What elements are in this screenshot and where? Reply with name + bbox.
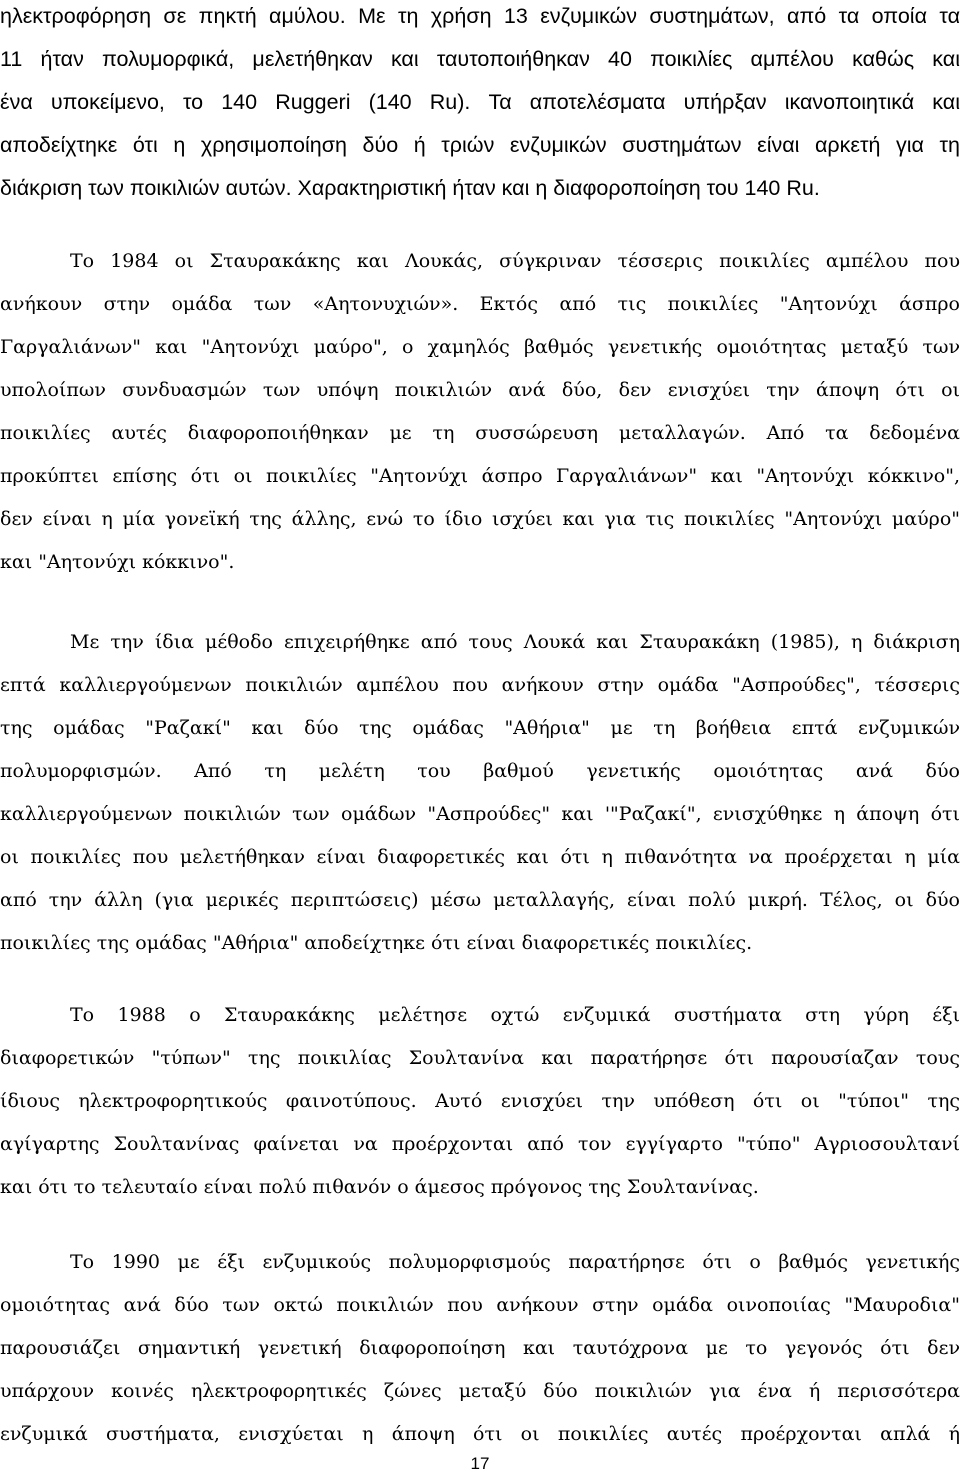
text-line: ηλεκτροφόρηση σε πηκτή αμύλου. Με τη χρήση 13 ενζυμικών συστημάτων, από τα οποία τα: [0, 4, 960, 28]
text-line: δεν είναι η μία γονεϊκή της άλλης, ενώ το ίδιο ισχύει και για τις ποικιλίες "Αητονύχι μαύρο": [0, 508, 960, 530]
text-line: της ομάδας "Ραζακί" και δύο της ομάδας "Αθήρια" με τη βοήθεια επτά ενζυμικών: [0, 717, 960, 739]
paragraph-1990: [0, 1241, 960, 1456]
text-line: Το 1990 με έξι ενζυμικούς πολυμορφισμούς παρατήρησε ότι ο βαθμός γενετικής: [70, 1251, 960, 1273]
text-line: ποικιλίες της ομάδας "Αθήρια" αποδείχτηκε ότι είναι διαφορετικές ποικιλίες.: [0, 932, 753, 954]
text-line: προκύπτει επίσης ότι οι ποικιλίες "Αητονύχι άσπρο Γαργαλιάνων" και "Αητονύχι κόκκινο",: [0, 465, 960, 487]
text-line: πολυμορφισμών. Από τη μελέτη του βαθμού γενετικής ομοιότητας ανά δύο: [0, 760, 960, 782]
text-line: διάκριση των ποικιλιών αυτών. Χαρακτηριστική ήταν και η διαφοροποίηση του 140 Ru.: [0, 176, 820, 200]
text-line: επτά καλλιεργούμενων ποικιλιών αμπέλου που ανήκουν στην ομάδα "Ασπρούδες", τέσσερις: [0, 674, 960, 696]
text-line: 11 ήταν πολυμορφικά, μελετήθηκαν και ταυτοποιήθηκαν 40 ποικιλίες αμπέλου καθώς και: [0, 47, 960, 71]
text-line: υπάρχουν κοινές ηλεκτροφορητικές ζώνες μεταξύ δύο ποικιλιών για ένα ή περισσότερα: [0, 1380, 960, 1402]
text-line: ποικιλίες αυτές διαφοροποιήθηκαν με τη συσσώρευση μεταλλαγών. Από τα δεδομένα: [0, 422, 960, 444]
text-line: Με την ίδια μέθοδο επιχειρήθηκε από τους Λουκά και Σταυρακάκη (1985), η διάκριση: [70, 631, 960, 653]
text-line: ομοιότητας ανά δύο των οκτώ ποικιλιών που ανήκουν στην ομάδα οινοποιίας "Μαυροδια": [0, 1294, 960, 1316]
text-line: αποδείχτηκε ότι η χρησιμοποίηση δύο ή τριών ενζυμικών συστημάτων είναι αρκετή για τη: [0, 133, 960, 157]
text-line: οι ποικιλίες που μελετήθηκαν είναι διαφορετικές και ότι η πιθανότητα να προέρχεται η μία: [0, 846, 960, 868]
text-line: υπολοίπων συνδυασμών των υπόψη ποικιλιών ανά δύο, δεν ενισχύει την άποψη ότι οι: [0, 379, 960, 401]
text-line: διαφορετικών "τύπων" της ποικιλίας Σουλτανίνα και παρατήρησε ότι παρουσίαζαν τους: [0, 1047, 960, 1069]
text-line: αγίγαρτης Σουλτανίνας φαίνεται να προέρχονται από τον εγγίγαρτο "τύπο" Αγριοσουλτανί: [0, 1133, 960, 1155]
text-line: ενζυμικά συστήματα, ενισχύεται η άποψη ότι οι ποικιλίες αυτές προέρχονται απλά ή: [0, 1423, 960, 1445]
paragraph-1984: [0, 240, 960, 584]
text-line: από την άλλη (για μερικές περιπτώσεις) μέσω μεταλλαγής, είναι πολύ μικρή. Τέλος, οι δύο: [0, 889, 960, 911]
text-line: ένα υποκείμενο, το 140 Ruggeri (140 Ru). Τα αποτελέσματα υπήρξαν ικανοποιητικά και: [0, 90, 960, 114]
text-line: Το 1988 ο Σταυρακάκης μελέτησε οχτώ ενζυμικά συστήματα στη γύρη έξι: [70, 1004, 960, 1026]
paragraph-1985: [0, 621, 960, 965]
text-line: Το 1984 οι Σταυρακάκης και Λουκάς, σύγκριναν τέσσερις ποικιλίες αμπέλου που: [70, 250, 960, 272]
paragraph-1988: [0, 994, 960, 1209]
text-line: ανήκουν στην ομάδα των «Αητονυχιών». Εκτός από τις ποικιλίες "Αητονύχι άσπρο: [0, 293, 960, 315]
page-number: 17: [470, 1454, 490, 1473]
text-line: παρουσιάζει σημαντική γενετική διαφοροποίηση και ταυτόχρονα με το γεγονός ότι δεν: [0, 1337, 960, 1359]
text-line: και ότι το τελευταίο είναι πολύ πιθανόν ο άμεσος πρόγονος της Σουλτανίνας.: [0, 1176, 759, 1198]
text-line: και "Αητονύχι κόκκινο".: [0, 551, 235, 573]
text-line: καλλιεργούμενων ποικιλιών των ομάδων "Ασπρούδες" και '"Ραζακί", ενισχύθηκε η άποψη ότι: [0, 803, 960, 825]
text-line: ίδιους ηλεκτροφορητικούς φαινοτύπους. Αυτό ενισχύει την υπόθεση ότι οι "τύποι" της: [0, 1090, 960, 1112]
text-line: Γαργαλιάνων" και "Αητονύχι μαύρο", ο χαμηλός βαθμός γενετικής ομοιότητας μεταξύ των: [0, 336, 960, 358]
paragraph-continued: [0, 0, 960, 210]
